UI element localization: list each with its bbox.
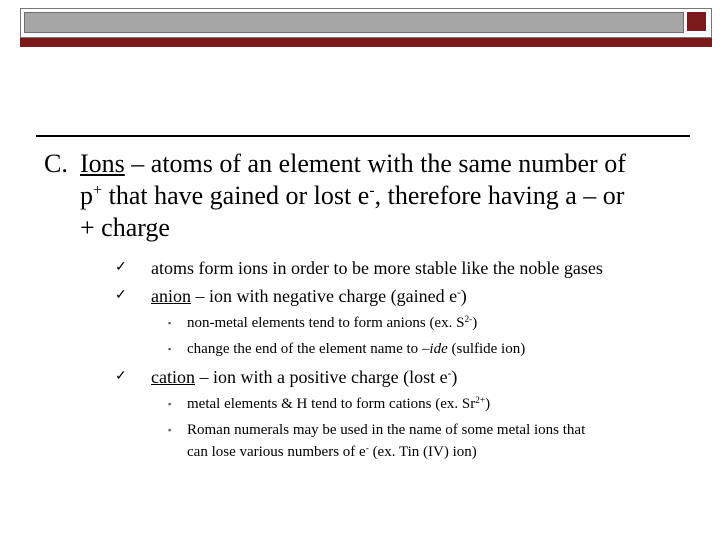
check-icon: ✓: [115, 369, 127, 384]
bullet-dot-icon: ▪: [168, 399, 172, 409]
title-bar-gray-band: [24, 12, 684, 33]
title-bar-decoration: [20, 8, 712, 38]
check-icon: ✓: [115, 260, 127, 275]
title-bar-red-square: [687, 12, 706, 31]
bullet-dot-icon: ▪: [168, 425, 172, 435]
title-divider: [36, 135, 690, 137]
main-point: [44, 148, 684, 244]
check-icon: ✓: [115, 288, 127, 303]
title-bar-red-line: [20, 38, 712, 47]
term-anion: anion: [151, 286, 191, 306]
term-ions: Ions: [80, 149, 125, 178]
bullet-dot-icon: ▪: [168, 318, 172, 328]
bullet-dot-icon: ▪: [168, 344, 172, 354]
main-point-marker: C.: [44, 149, 68, 178]
main-point-text: Ions – atoms of an element with the same number of p+ that have gained or lost e-, therefore having a – or + charge: [80, 149, 626, 242]
term-cation: cation: [151, 367, 195, 387]
